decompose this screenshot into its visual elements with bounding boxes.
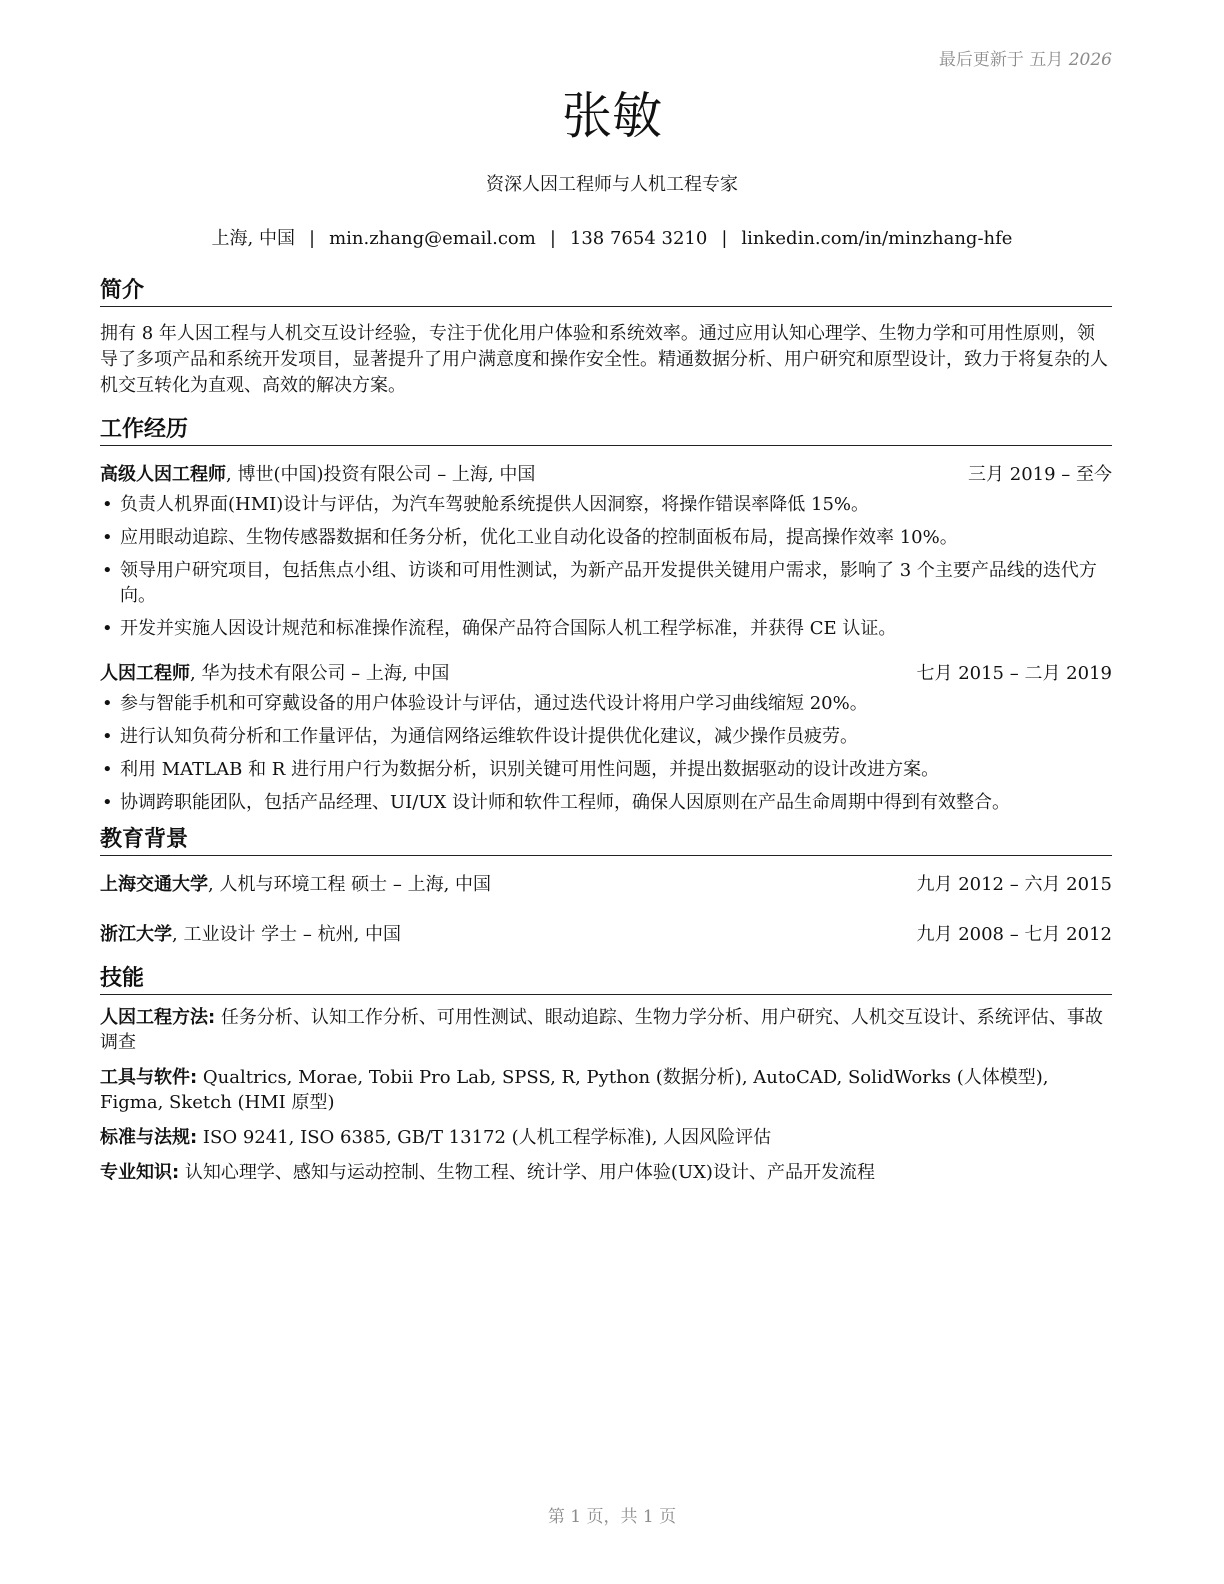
job-bullet: • 协调跨职能团队，包括产品经理、UI/UX 设计师和软件工程师，确保人因原则在产品生命周期中得到有效整合。 (100, 790, 1112, 815)
education-school: 上海交通大学 (100, 874, 208, 895)
education-school: 浙江大学 (100, 924, 172, 945)
candidate-name: 张敏 (562, 87, 662, 145)
skill-item (100, 1160, 1112, 1185)
job-bullet: • 进行认知负荷分析和工作量评估，为通信网络运维软件设计提供优化建议，减少操作员疲劳。 (100, 724, 1112, 749)
skill-text: ISO 9241, ISO 6385, GB/T 13172 (人机工程学标准), 人因风险评估 (197, 1127, 772, 1148)
contact-separator: | (549, 228, 556, 249)
education-dates: 九月 2008 – 七月 2012 (916, 924, 1112, 945)
job-bullet: • 应用眼动追踪、生物传感器数据和任务分析，优化工业自动化设备的控制面板布局，提高操作效率 10%。 (100, 525, 1112, 550)
skill-label: 人因工程方法: (100, 1007, 216, 1028)
section-title-skills: 技能 (100, 964, 1112, 995)
job-bullet: • 利用 MATLAB 和 R 进行用户行为数据分析，识别关键可用性问题，并提出数据驱动的设计改进方案。 (100, 757, 1112, 782)
skill-item (100, 1005, 1112, 1055)
resume-content (100, 276, 1112, 1185)
job-heading (100, 661, 449, 687)
job-heading (100, 462, 535, 488)
education-item (100, 922, 1112, 948)
job-bullets (100, 492, 1112, 641)
last-updated (939, 45, 1112, 70)
skill-label: 工具与软件: (100, 1067, 198, 1088)
job-company: , 博世(中国)投资有限公司 – 上海, 中国 (226, 464, 536, 485)
section-title-experience: 工作经历 (100, 415, 1112, 446)
skill-label: 标准与法规: (100, 1127, 198, 1148)
education-degree: , 工业设计 学士 – 杭州, 中国 (172, 924, 402, 945)
last-updated-prefix: 最后更新于 五月 (938, 50, 1064, 70)
section-title-summary: 简介 (100, 276, 1112, 307)
skill-text: 认知心理学、感知与运动控制、生物工程、统计学、用户体验(UX)设计、产品开发流程 (179, 1162, 875, 1183)
job-company: , 华为技术有限公司 – 上海, 中国 (190, 663, 450, 684)
education-dates: 九月 2012 – 六月 2015 (916, 874, 1112, 895)
skill-item (100, 1065, 1112, 1115)
job-role: 高级人因工程师 (100, 464, 226, 485)
job-header (100, 661, 1112, 687)
last-updated-year: 2026 (1068, 50, 1112, 70)
education-degree: , 人机与环境工程 硕士 – 上海, 中国 (208, 874, 492, 895)
contact-email[interactable]: min.zhang@email.com (329, 228, 536, 249)
job-bullets (100, 691, 1112, 815)
education-heading (100, 922, 401, 948)
contact-phone: 138 7654 3210 (569, 228, 708, 249)
job-dates: 三月 2019 – 至今 (968, 464, 1112, 485)
skill-text: Qualtrics, Morae, Tobii Pro Lab, SPSS, R, Python (数据分析), AutoCAD, SolidWorks (人体模型), Figma, Sketch (HMI 原型) (100, 1067, 1049, 1113)
education-heading (100, 872, 491, 898)
contact-line (0, 224, 1224, 250)
contact-linkedin[interactable]: linkedin.com/in/minzhang-hfe (741, 228, 1013, 249)
contact-separator: | (721, 228, 728, 249)
skill-item (100, 1125, 1112, 1150)
skill-text: 任务分析、认知工作分析、可用性测试、眼动追踪、生物力学分析、用户研究、人机交互设计、系统评估、事故调查 (100, 1007, 1103, 1053)
job-role: 人因工程师 (100, 663, 190, 684)
contact-location: 上海, 中国 (211, 228, 295, 249)
job-bullet: • 参与智能手机和可穿戴设备的用户体验设计与评估，通过迭代设计将用户学习曲线缩短 20%。 (100, 691, 1112, 716)
job-header (100, 462, 1112, 488)
summary-text: 拥有 8 年人因工程与人机交互设计经验，专注于优化用户体验和系统效率。通过应用认知心理学、生物力学和可用性原则，领导了多项产品和系统开发项目，显著提升了用户满意度和操作安全性。精通数据分析、用户研究和原型设计，致力于将复杂的人机交互转化为直观、高效的解决方案。 (100, 323, 1108, 396)
job-bullet: • 领导用户研究项目，包括焦点小组、访谈和可用性测试，为新产品开发提供关键用户需求，影响了 3 个主要产品线的迭代方向。 (100, 558, 1112, 608)
education-item (100, 872, 1112, 898)
job-dates: 七月 2015 – 二月 2019 (916, 663, 1112, 684)
candidate-headline: 资深人因工程师与人机工程专家 (486, 174, 738, 195)
section-title-education: 教育背景 (100, 825, 1112, 856)
job-bullet: • 负责人机界面(HMI)设计与评估，为汽车驾驶舱系统提供人因洞察，将操作错误率降低 15%。 (100, 492, 1112, 517)
skill-label: 专业知识: (100, 1162, 180, 1183)
contact-separator: | (308, 228, 316, 249)
job-bullet: • 开发并实施人因设计规范和标准操作流程，确保产品符合国际人机工程学标准，并获得 CE 认证。 (100, 616, 1112, 641)
page-footer: 第 1 页，共 1 页 (547, 1507, 677, 1527)
